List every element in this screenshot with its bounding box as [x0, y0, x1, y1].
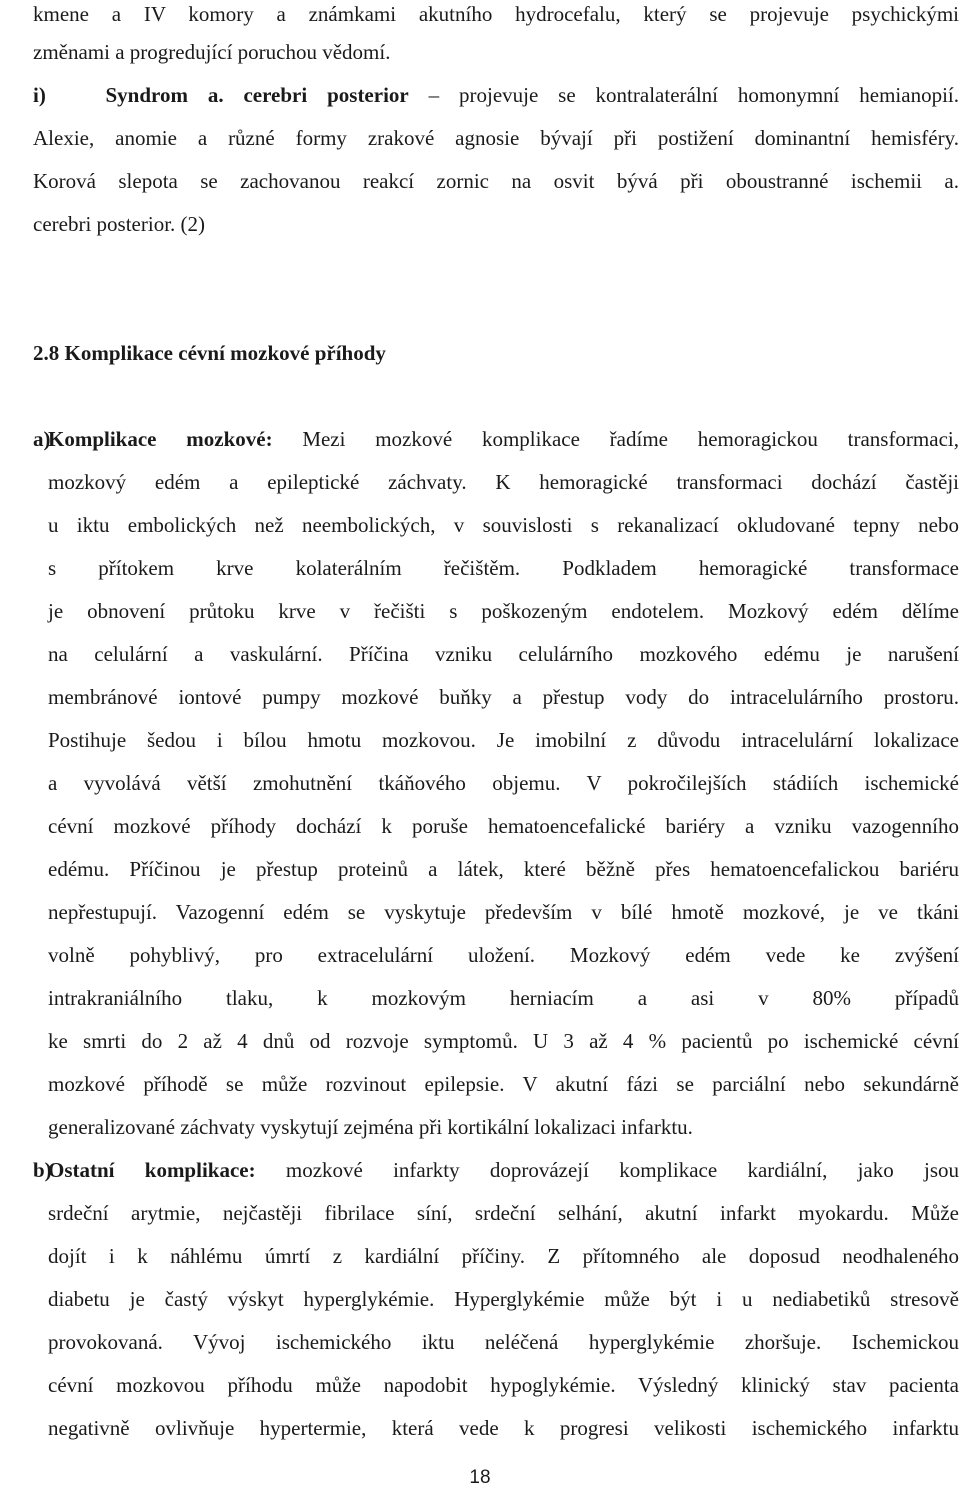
body-line: Korová slepota se zachovanou reakcí zornic na osvit bývá při oboustranné ischemii a. [33, 169, 959, 193]
list-item-b-first-line [48, 1156, 959, 1184]
body-line: mozkové příhodě se může rozvinout epilepsie. V akutní fázi se parciální nebo sekundárně [48, 1072, 959, 1096]
list-marker: b) [33, 1158, 52, 1182]
body-line: provokovaná. Vývoj ischemického iktu neléčená hyperglykémie zhoršuje. Ischemickou [48, 1330, 959, 1354]
body-line: dojít i k náhlému úmrtí z kardiální příčiny. Z přítomného ale doposud neodhaleného [48, 1244, 959, 1268]
body-line: s přítokem krve kolaterálním řečištěm. Podkladem hemoragické transformace [48, 556, 959, 580]
list-marker: i) [33, 83, 46, 107]
section-number: 2.8 [33, 341, 60, 365]
body-line: mozkový edém a epileptické záchvaty. K hemoragické transformaci dochází častěji [48, 470, 959, 494]
body-line: volně pohyblivý, pro extracelulární uložení. Mozkový edém vede ke zvýšení [48, 943, 959, 967]
list-marker: a) [33, 427, 51, 451]
section-heading [33, 339, 386, 367]
list-item-title: Syndrom a. cerebri posterior [105, 83, 409, 107]
body-text: Mezi mozkové komplikace řadíme hemoragickou transformaci, [272, 427, 959, 451]
list-item-i-first-line [33, 81, 959, 109]
body-line: změnami a progredující poruchou vědomí. [33, 40, 391, 64]
body-line: Postihuje šedou i bílou hmotu mozkovou. Je imobilní z důvodu intracelulární lokalizace [48, 728, 959, 752]
body-line: Alexie, anomie a různé formy zrakové agnosie bývají při postižení dominantní hemisféry. [33, 126, 959, 150]
body-line: nepřestupují. Vazogenní edém se vyskytuje především v bílé hmotě mozkové, je ve tkáni [48, 900, 959, 924]
body-line: cévní mozkovou příhodu může napodobit hypoglykémie. Výsledný klinický stav pacienta [48, 1373, 959, 1397]
body-line: negativně ovlivňuje hypertermie, která vede k progresi velikosti ischemického infarktu [48, 1416, 959, 1440]
list-item-title: Ostatní komplikace: [48, 1158, 256, 1182]
body-line: cévní mozkové příhody dochází k poruše hematoencefalické bariéry a vzniku vazogenního [48, 814, 959, 838]
body-line: a vyvolává větší zmohutnění tkáňového objemu. V pokročilejších stádiích ischemické [48, 771, 959, 795]
body-line: intrakraniálního tlaku, k mozkovým herniacím a asi v 80% případů [48, 986, 959, 1010]
page-number: 18 [469, 1467, 491, 1488]
list-item-title: Komplikace mozkové: [48, 427, 273, 451]
body-line: cerebri posterior. (2) [33, 212, 206, 236]
body-text: mozkové infarkty doprovázejí komplikace kardiální, jako jsou [255, 1158, 960, 1182]
body-text: – projevuje se kontralaterální homonymní hemianopií. [408, 83, 959, 107]
body-line: edému. Příčinou je přestup proteinů a látek, které běžně přes hematoencefalickou bariéru [48, 857, 959, 881]
body-line: membránové iontové pumpy mozkové buňky a přestup vody do intracelulárního prostoru. [48, 685, 959, 709]
body-line: na celulární a vaskulární. Příčina vzniku celulárního mozkového edému je narušení [48, 642, 959, 666]
list-item-a-first-line [48, 425, 959, 453]
body-line: u iktu embolických než neembolických, v souvislosti s rekanalizací okludované tepny nebo [48, 513, 959, 537]
section-title: Komplikace cévní mozkové příhody [64, 341, 386, 365]
body-line: diabetu je častý výskyt hyperglykémie. Hyperglykémie může být i u nediabetiků stresově [48, 1287, 959, 1311]
body-line: ke smrti do 2 až 4 dnů od rozvoje symptomů. U 3 až 4 % pacientů po ischemické cévní [48, 1029, 959, 1053]
body-line: kmene a IV komory a známkami akutního hydrocefalu, který se projevuje psychickými [33, 2, 959, 26]
body-line: srdeční arytmie, nejčastěji fibrilace síní, srdeční selhání, akutní infarkt myokardu. Může [48, 1201, 959, 1225]
body-line: generalizované záchvaty vyskytují zejména při kortikální lokalizaci infarktu. [48, 1115, 693, 1139]
body-line: je obnovení průtoku krve v řečišti s poškozeným endotelem. Mozkový edém dělíme [48, 599, 959, 623]
